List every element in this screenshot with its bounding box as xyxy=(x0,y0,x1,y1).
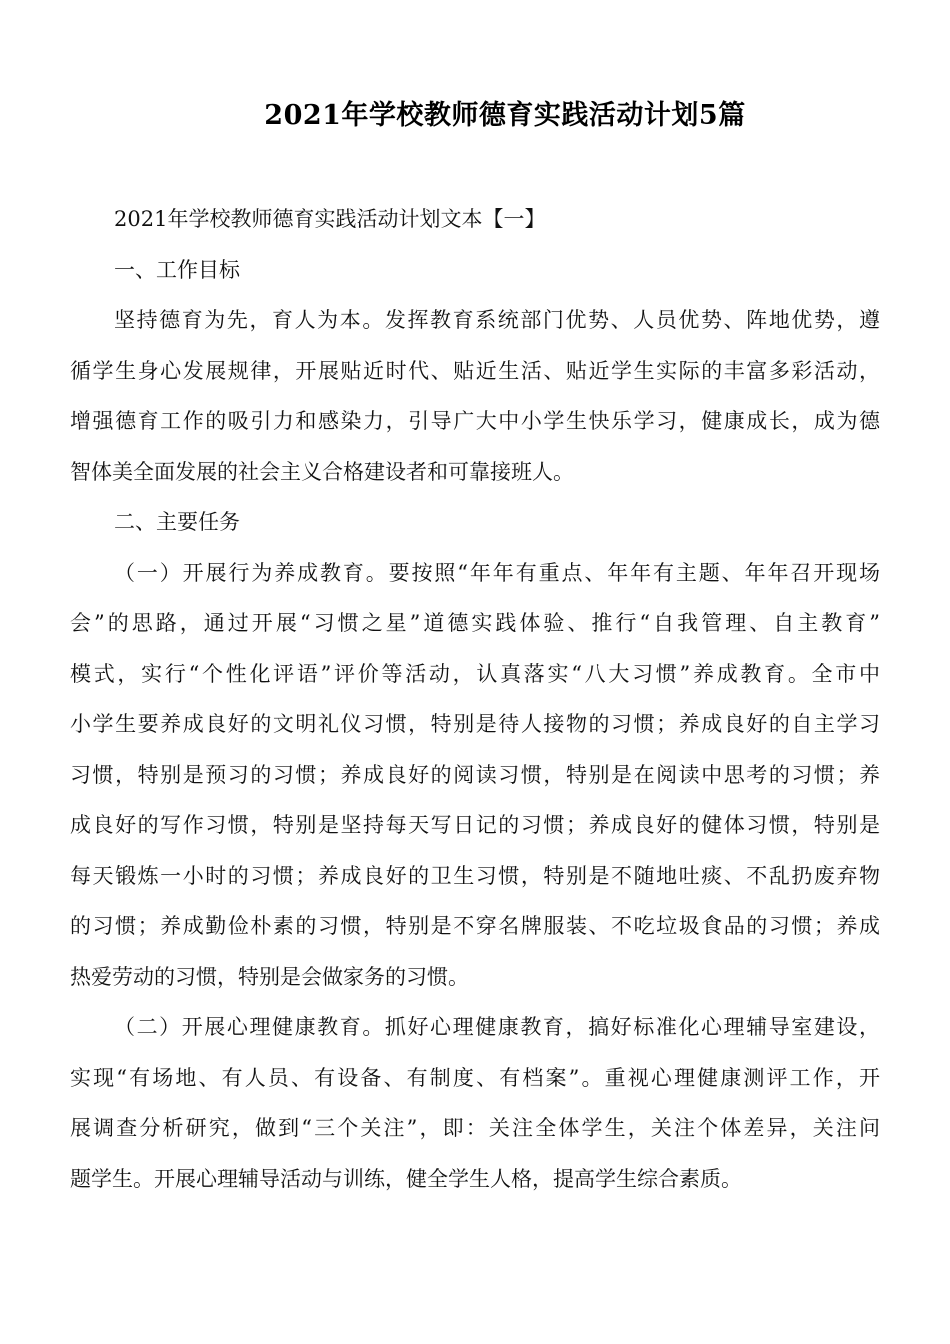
paragraph-line: 会”的思路，通过开展“习惯之星”道德实践体验、推行“自我管理、自主教育” xyxy=(70,611,880,635)
paragraph-line: 坚持德育为先，育人为本。发挥教育系统部门优势、人员优势、阵地优势，遵 xyxy=(114,308,880,332)
paragraph-line: （一）开展行为养成教育。要按照“年年有重点、年年有主题、年年召开现场 xyxy=(114,560,880,585)
paragraph-line: 每天锻炼一小时的习惯；养成良好的卫生习惯，特别是不随地吐痰、不乱扔废弃物 xyxy=(70,863,880,888)
paragraph-line: 题学生。开展心理辅导活动与训练，健全学生人格，提高学生综合素质。 xyxy=(70,1166,742,1191)
paragraph-line: 习惯，特别是预习的习惯；养成良好的阅读习惯，特别是在阅读中思考的习惯；养 xyxy=(70,762,880,787)
paragraph-line: 成良好的写作习惯，特别是坚持每天写日记的习惯；养成良好的健体习惯，特别是 xyxy=(70,813,880,837)
section-heading: 2021年学校教师德育实践活动计划文本【一】 xyxy=(114,207,546,231)
document-title: 2021年学校教师德育实践活动计划5篇 xyxy=(264,100,746,131)
paragraph-line: 展调查分析研究，做到“三个关注”，即：关注全体学生，关注个体差异，关注问 xyxy=(70,1116,880,1140)
paragraph-line: 热爱劳动的习惯，特别是会做家务的习惯。 xyxy=(70,964,469,989)
subsection-heading: 二、主要任务 xyxy=(114,510,240,534)
paragraph-line: 循学生身心发展规律，开展贴近时代、贴近生活、贴近学生实际的丰富多彩活动， xyxy=(70,358,880,383)
document-body xyxy=(70,206,880,1216)
subsection-heading: 一、工作目标 xyxy=(114,257,240,282)
paragraph-line: 模式，实行“个性化评语”评价等活动，认真落实“八大习惯”养成教育。全市中 xyxy=(70,661,880,686)
paragraph-line: （二）开展心理健康教育。抓好心理健康教育，搞好标准化心理辅导室建设， xyxy=(114,1015,880,1039)
paragraph-line: 小学生要养成良好的文明礼仪习惯，特别是待人接物的习惯；养成良好的自主学习 xyxy=(70,712,880,736)
paragraph-line: 实现“有场地、有人员、有设备、有制度、有档案”。重视心理健康测评工作，开 xyxy=(70,1065,880,1090)
paragraph-line: 智体美全面发展的社会主义合格建设者和可靠接班人。 xyxy=(70,459,574,484)
paragraph-line: 增强德育工作的吸引力和感染力，引导广大中小学生快乐学习，健康成长，成为德 xyxy=(70,409,880,433)
paragraph-line: 的习惯；养成勤俭朴素的习惯，特别是不穿名牌服装、不吃垃圾食品的习惯；养成 xyxy=(70,914,880,938)
